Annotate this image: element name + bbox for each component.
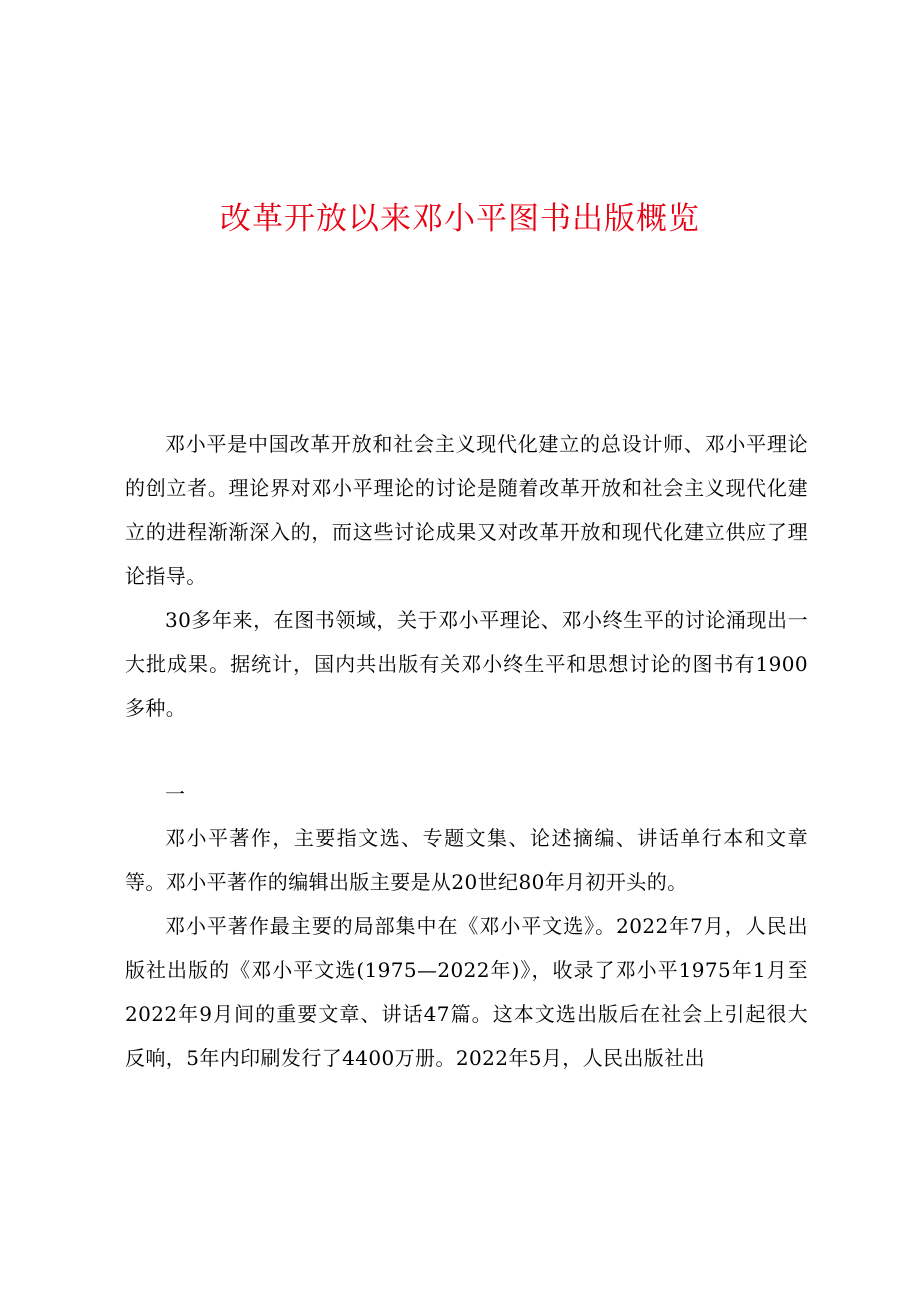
- paragraph-statistics: 30多年来，在图书领域，关于邓小平理论、邓小终生平的讨论涌现出一大批成果。据统计，国内共出版有关邓小终生平和思想讨论的图书有1900多种。: [125, 608, 808, 720]
- paragraph-works: 邓小平著作，主要指文选、专题文集、论述摘编、讲话单行本和文章等。邓小平著作的编辑出版主要是从20世纪80年月初开头的。: [125, 826, 808, 894]
- paragraph-selected-works: 邓小平著作最主要的局部集中在《邓小平文选》。2022年7月，人民出版社出版的《邓小平文选(1975—2022年)》，收录了邓小平1975年1月至2022年9月间的重要文章、讲话47篇。这本文选出版后在社会上引起很大反响，5年内印刷发行了4400万册。2022年5月，人民出版社出: [125, 914, 808, 1070]
- paragraph-intro: 邓小平是中国改革开放和社会主义现代化建立的总设计师、邓小平理论的创立者。理论界对邓小平理论的讨论是随着改革开放和社会主义现代化建立的进程渐渐深入的，而这些讨论成果又对改革开放和现代化建立供应了理论指导。: [125, 432, 808, 588]
- document-body: [125, 422, 808, 1080]
- section-number: 一: [165, 782, 185, 806]
- section-gap: [125, 730, 808, 772]
- document-title: 改革开放以来邓小平图书出版概览: [220, 201, 700, 237]
